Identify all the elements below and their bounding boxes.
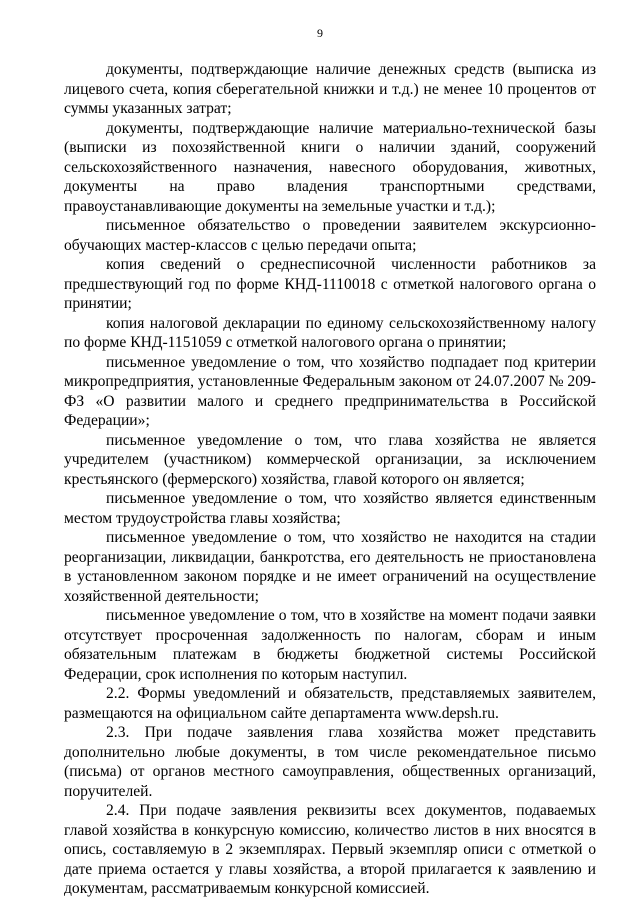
paragraph-section-2-2: 2.2. Формы уведомлений и обязательств, представляемых заявителем, размещаются на официальном сайте департамента www.depsh.ru.	[64, 685, 596, 722]
paragraph-micro-enterprise-notice: письменное уведомление о том, что хозяйство подпадает под критерии микропредприятия, установленные Федеральным законом от 24.07.2007 № 209-ФЗ «О развитии малого и среднего предпринимательства в Российской Федерации»;	[64, 353, 596, 429]
paragraph-section-2-3: 2.3. При подаче заявления глава хозяйства может представить дополнительно любые документы, в том числе рекомендательное письмо (письма) от органов местного самоуправления, общественных организаций, поручителей.	[64, 724, 596, 800]
paragraph-section-2-4: 2.4. При подаче заявления реквизиты всех документов, подаваемых главой хозяйства в конкурсную комиссию, количество листов в них вносятся в опись, составляемую в 2 экземплярах. Первый экземпляр описи с отметкой о дате приема остается у главы хозяйства, а второй прилагается к заявлению и документам, рассматриваемым конкурсной комиссией.	[64, 802, 596, 897]
paragraph-financial-documents: документы, подтверждающие наличие денежных средств (выписка из лицевого счета, копия сберегательной книжки и т.д.) не менее 10 процентов от суммы указанных затрат;	[64, 61, 596, 117]
paragraph-reorganization-notice: письменное уведомление о том, что хозяйство не находится на стадии реорганизации, ликвидации, банкротства, его деятельность не приостановлена в установленном законом порядке и не имеет ограничений на осуществление хозяйственной деятельности;	[64, 529, 596, 605]
paragraph-tax-declaration: копия налоговой декларации по единому сельскохозяйственному налогу по форме КНД-1151059 с отметкой налогового органа о принятии;	[64, 314, 596, 351]
paragraph-material-base-documents: документы, подтверждающие наличие материально-технической базы (выписки из похозяйственной книги о наличии зданий, сооружений сельскохозяйственного назначения, навесного оборудования, животных, документы на право владения транспортными средствами, правоустанавливающие документы на земельные участки и т.д.);	[64, 119, 596, 215]
paragraph-employment-notice: письменное уведомление о том, что хозяйство является единственным местом трудоустройства главы хозяйства;	[64, 490, 596, 527]
document-body	[64, 60, 596, 899]
paragraph-founder-notice: письменное уведомление о том, что глава хозяйства не является учредителем (участником) коммерческой организации, за исключением крестьянского (фермерского) хозяйства, главой которого он является;	[64, 431, 596, 488]
paragraph-headcount-report: копия сведений о среднесписочной численности работников за предшествующий год по форме КНД-1110018 с отметкой налогового органа о принятии;	[64, 256, 596, 312]
paragraph-tax-debt-notice: письменное уведомление о том, что в хозяйстве на момент подачи заявки отсутствует просроченная задолженность по налогам, сборам и иным обязательным платежам в бюджеты бюджетной системы Российской Федерации, срок исполнения по которым наступил.	[64, 607, 596, 683]
paragraph-master-class-obligation: письменное обязательство о проведении заявителем экскурсионно-обучающих мастер-классов с целью передачи опыта;	[64, 217, 596, 254]
page-number: 9	[317, 26, 323, 40]
